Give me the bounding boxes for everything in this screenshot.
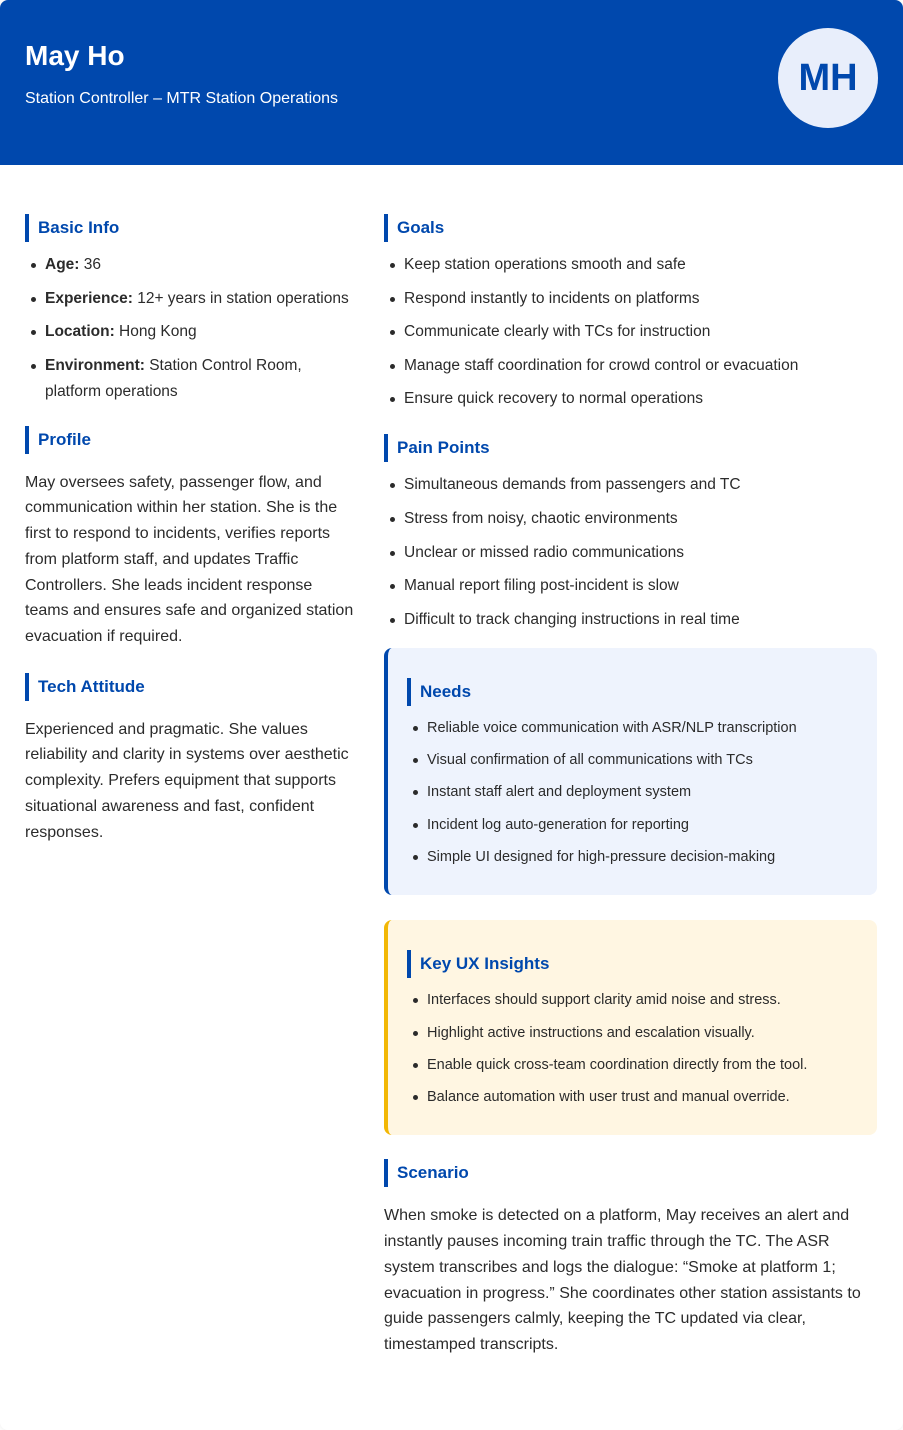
persona-header [0,0,903,165]
avatar: MH [778,28,878,128]
list-item: Reliable voice communication with ASR/NLP transcription [407,716,857,740]
goals-list [384,252,877,412]
basic-info-item-age [25,252,355,278]
list-item: Instant staff alert and deployment system [407,780,857,804]
profile-section [25,426,355,650]
list-item: Visual confirmation of all communications with TCs [407,748,857,772]
profile-text: May oversees safety, passenger flow, and communication within her station. She is the first to respond to incidents, verifies reports from platform staff, and updates Traffic Controllers. She leads incident response teams and ensures safe and organized station evacuation if required. [25,473,354,645]
pain-points-section [384,434,877,632]
basic-info-value: 12+ years in station operations [132,289,349,307]
basic-info-section [25,214,355,405]
profile-title: Profile [25,426,355,454]
ux-insights-list [407,988,857,1109]
basic-info-label: Experience: [45,289,133,307]
persona-role: Station Controller – MTR Station Operations [25,90,339,107]
basic-info-value: Station Control Room, platform operations [45,356,302,400]
list-item: Communicate clearly with TCs for instruction [384,319,877,345]
list-item: Respond instantly to incidents on platforms [384,286,877,312]
basic-info-item-experience [25,286,355,312]
pain-points-title: Pain Points [384,434,877,462]
needs-box [384,648,877,895]
tech-attitude-title: Tech Attitude [25,673,355,701]
basic-info-value: Hong Kong [114,323,197,341]
list-item: Enable quick cross-team coordination directly from the tool. [407,1053,857,1077]
list-item: Balance automation with user trust and manual override. [407,1085,857,1109]
scenario-section [384,1159,877,1357]
list-item: Highlight active instructions and escalation visually. [407,1021,857,1045]
ux-insights-box [384,920,877,1135]
list-item: Interfaces should support clarity amid noise and stress. [407,988,857,1012]
left-column [25,214,355,845]
basic-info-label: Age: [45,256,80,273]
list-item: Incident log auto-generation for reporting [407,813,857,837]
needs-title: Needs [407,678,857,706]
ux-insights-title: Key UX Insights [407,950,857,978]
list-item: Manual report filing post-incident is slow [384,573,877,599]
goals-title: Goals [384,214,877,242]
basic-info-list [25,252,355,405]
list-item: Simultaneous demands from passengers and TC [384,472,877,498]
needs-list [407,716,857,869]
tech-attitude-section [25,673,355,846]
right-column [384,214,877,1358]
tech-attitude-text: Experienced and pragmatic. She values reliability and clarity in systems over aesthetic complexity. Prefers equipment that supports situational awareness and fast, confident responses. [25,720,349,841]
scenario-title: Scenario [384,1159,877,1187]
basic-info-label: Location: [45,323,115,341]
persona-name: May Ho [25,40,125,71]
list-item: Keep station operations smooth and safe [384,252,877,278]
list-item: Stress from noisy, chaotic environments [384,506,877,532]
list-item: Simple UI designed for high-pressure decision-making [407,845,857,869]
basic-info-item-environment [25,353,355,405]
pain-points-list [384,472,877,632]
list-item: Difficult to track changing instructions in real time [384,607,877,633]
list-item: Manage staff coordination for crowd control or evacuation [384,353,877,379]
basic-info-label: Environment: [45,356,145,374]
scenario-text: When smoke is detected on a platform, May receives an alert and instantly pauses incoming train traffic through the TC. The ASR system transcribes and logs the dialogue: “Smoke at platform 1; evacuation in progress.” She coordinates other station assistants to guide passengers calmly, keeping the TC updated via clear, timestamped transcripts. [384,1207,861,1353]
basic-info-value: 36 [79,256,102,273]
basic-info-item-location [25,319,355,345]
list-item: Ensure quick recovery to normal operations [384,386,877,412]
basic-info-title: Basic Info [25,214,355,242]
list-item: Unclear or missed radio communications [384,540,877,566]
goals-section [384,214,877,412]
